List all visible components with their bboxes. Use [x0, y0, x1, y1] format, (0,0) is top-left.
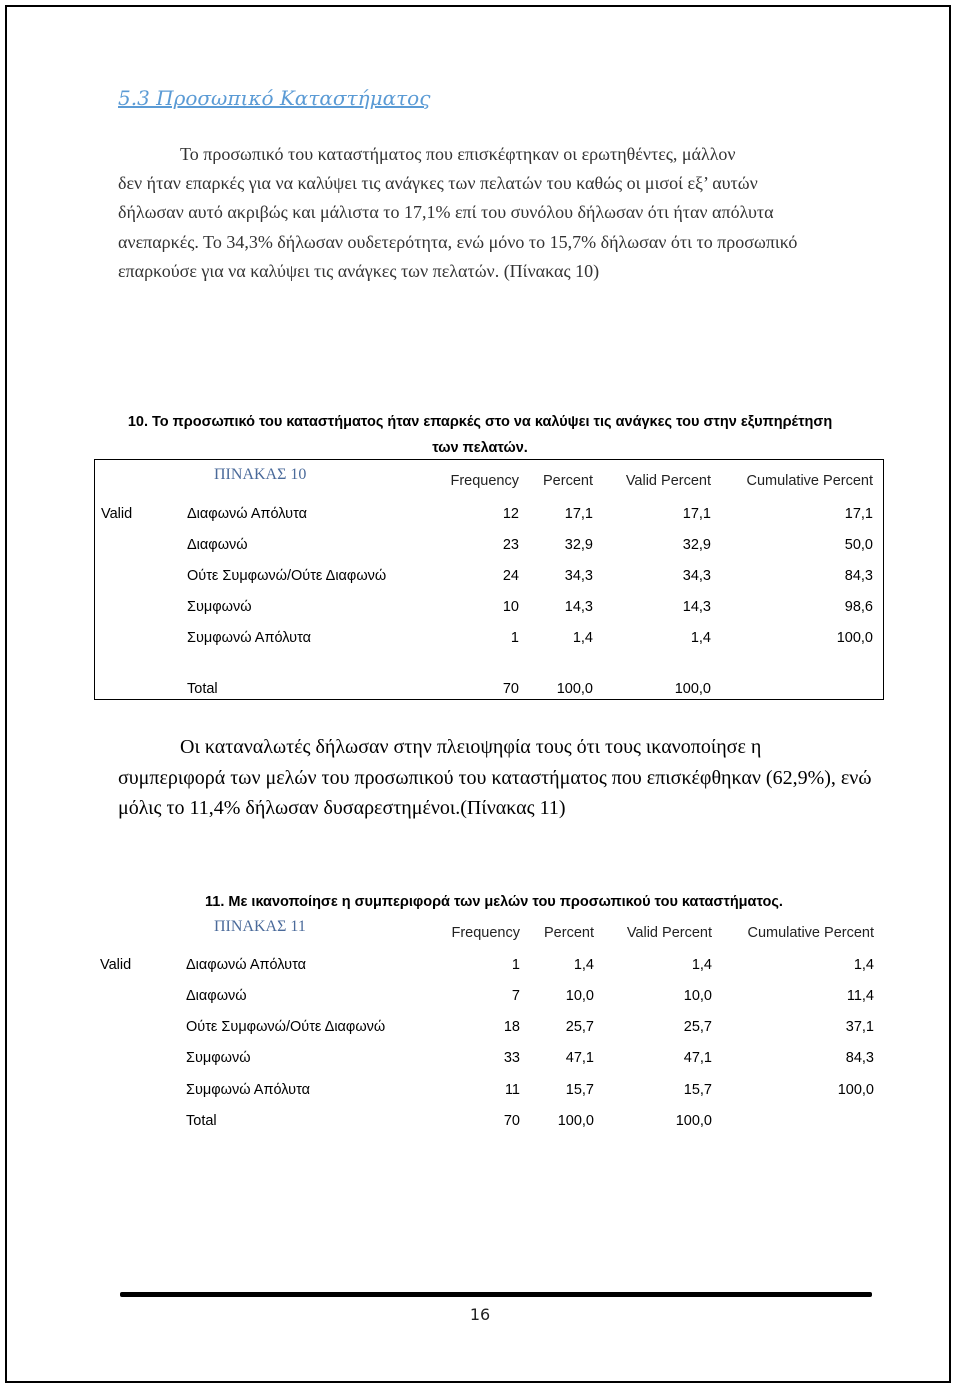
total-frequency: 70 [502, 681, 519, 697]
row-frequency: 7 [511, 988, 520, 1004]
paragraph-staff-behavior [118, 732, 878, 824]
total-label: Total [186, 1113, 217, 1129]
row-frequency: 11 [504, 1082, 520, 1098]
header-valid-percent: Valid Percent [626, 925, 712, 941]
row-valid-percent: 25,7 [683, 1019, 712, 1035]
row-valid-percent: 10,0 [683, 988, 712, 1004]
row-frequency: 24 [502, 568, 519, 584]
valid-label: Valid [100, 957, 132, 973]
total-valid-percent: 100,0 [675, 1113, 712, 1129]
row-cumulative-percent: 11,4 [846, 988, 874, 1004]
header-percent: Percent [544, 925, 594, 941]
total-percent: 100,0 [556, 681, 593, 697]
total-frequency: 70 [503, 1113, 520, 1129]
row-category: Ούτε Συμφωνώ/Ούτε Διαφωνώ [186, 1019, 386, 1035]
table10-caption-line2: των πελατών. [432, 440, 528, 456]
paragraph-rest: δεν ήταν επαρκές για να καλύψει τις ανάγκες των πελατών του καθώς οι μισοί εξ’ αυτών δήλωσαν αυτό ακριβώς και μάλιστα το 17,1% επί του συνόλου δήλωσαν ότι ήταν απόλυτα ανεπαρκές. Το 34,3% δήλωσαν ουδετερότητα, ενώ μόνο το 15,7% δήλωσαν ότι το προσωπικό επαρκούσε για να καλύψει τις ανάγκες των πελατών. (Πίνακας 10) [118, 173, 798, 281]
row-valid-percent: 47,1 [683, 1050, 712, 1066]
row-valid-percent: 34,3 [682, 568, 711, 584]
row-category: Ούτε Συμφωνώ/Ούτε Διαφωνώ [187, 568, 387, 584]
row-category: Συμφωνώ [187, 599, 252, 615]
header-percent: Percent [543, 473, 593, 489]
row-percent: 1,4 [572, 630, 593, 646]
table10 [94, 459, 884, 700]
valid-label: Valid [101, 506, 133, 522]
total-valid-percent: 100,0 [674, 681, 711, 697]
row-frequency: 18 [503, 1019, 520, 1035]
row-cumulative-percent: 84,3 [845, 1050, 874, 1066]
row-category: Διαφωνώ Απόλυτα [187, 506, 308, 522]
table10-caption-line1: 10. Το προσωπικό του καταστήματος ήταν επαρκές στο να καλύψει τις ανάγκες του στην εξυπηρέτηση [127, 414, 833, 430]
total-label: Total [187, 681, 218, 697]
row-percent: 34,3 [564, 568, 593, 584]
row-cumulative-percent: 100,0 [836, 630, 873, 646]
row-valid-percent: 17,1 [682, 506, 711, 522]
row-cumulative-percent: 100,0 [837, 1082, 874, 1098]
row-category: Διαφωνώ Απόλυτα [186, 957, 307, 973]
table11-caption: 11. Με ικανοποίησε η συμπεριφορά των μελών του προσωπικού του καταστήματος. [205, 894, 783, 910]
header-cumulative-percent: Cumulative Percent [746, 473, 873, 489]
section-title: 5.3 Προσωπικό Καταστήματος [118, 86, 431, 110]
row-category: Συμφωνώ Απόλυτα [186, 1082, 310, 1098]
row-frequency: 10 [502, 599, 519, 615]
row-valid-percent: 14,3 [682, 599, 711, 615]
row-category: Διαφωνώ [186, 988, 247, 1004]
row-frequency: 12 [502, 506, 519, 522]
paragraph-first-line: Το προσωπικό του καταστήματος που επισκέφτηκαν οι ερωτηθέντες, μάλλον [180, 144, 736, 164]
row-frequency: 33 [503, 1050, 520, 1066]
header-frequency: Frequency [450, 473, 519, 489]
row-valid-percent: 1,4 [690, 630, 711, 646]
row-percent: 32,9 [564, 537, 593, 553]
page-number: 16 [469, 1305, 491, 1324]
table10-label: ΠΙΝΑΚΑΣ 10 [214, 466, 307, 483]
paragraph-staff-adequacy [118, 140, 818, 286]
row-frequency: 1 [511, 957, 520, 973]
paragraph-rest: συμπεριφορά των μελών του προσωπικού του καταστήματος που επισκέφθηκαν (62,9%), ενώ μόλις το 11,4% δήλωσαν δυσαρεστημένοι.(Πίνακας 11) [118, 766, 872, 819]
row-frequency: 23 [502, 537, 519, 553]
row-category: Συμφωνώ Απόλυτα [187, 630, 311, 646]
row-percent: 17,1 [564, 506, 593, 522]
row-cumulative-percent: 84,3 [844, 568, 873, 584]
row-cumulative-percent: 1,4 [853, 957, 874, 973]
row-percent: 47,1 [565, 1050, 594, 1066]
row-percent: 1,4 [573, 957, 594, 973]
header-cumulative-percent: Cumulative Percent [747, 925, 874, 941]
table11-label: ΠΙΝΑΚΑΣ 11 [214, 918, 306, 935]
row-frequency: 1 [510, 630, 519, 646]
row-cumulative-percent: 98,6 [844, 599, 873, 615]
row-valid-percent: 15,7 [683, 1082, 712, 1098]
header-frequency: Frequency [451, 925, 520, 941]
paragraph-first-line: Οι καταναλωτές δήλωσαν στην πλειοψηφία τους ότι τους ικανοποίησε η [180, 736, 762, 758]
row-cumulative-percent: 17,1 [844, 506, 873, 522]
row-cumulative-percent: 37,1 [845, 1019, 874, 1035]
row-valid-percent: 32,9 [682, 537, 711, 553]
table11 [94, 910, 884, 1140]
row-cumulative-percent: 50,0 [844, 537, 873, 553]
row-percent: 25,7 [565, 1019, 594, 1035]
row-category: Διαφωνώ [187, 537, 248, 553]
table10-caption [80, 409, 880, 461]
row-valid-percent: 1,4 [691, 957, 712, 973]
footer-divider [120, 1292, 872, 1297]
row-category: Συμφωνώ [186, 1050, 251, 1066]
header-valid-percent: Valid Percent [625, 473, 711, 489]
row-percent: 10,0 [565, 988, 594, 1004]
row-percent: 15,7 [565, 1082, 594, 1098]
row-percent: 14,3 [564, 599, 593, 615]
total-percent: 100,0 [557, 1113, 594, 1129]
